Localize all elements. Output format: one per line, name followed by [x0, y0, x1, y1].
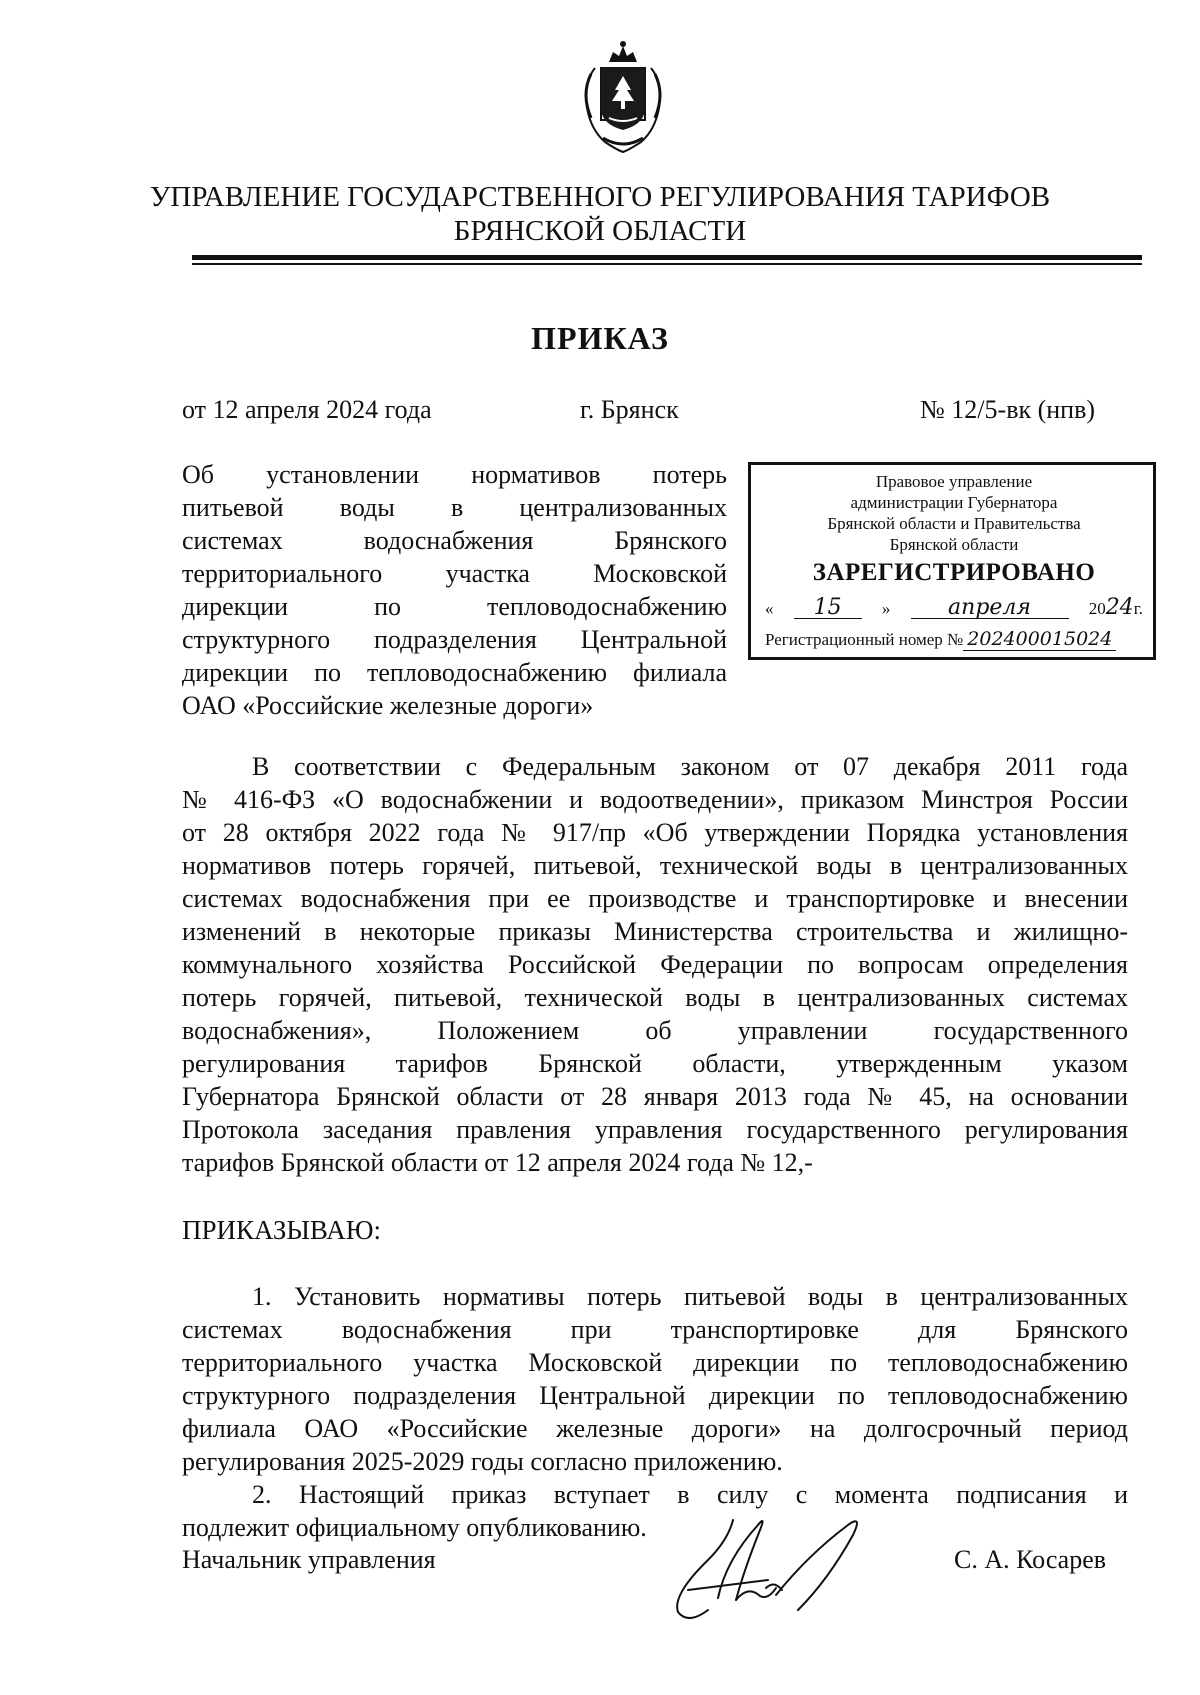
header-rule — [192, 255, 1142, 260]
agency-name-line1: УПРАВЛЕНИЕ ГОСУДАРСТВЕННОГО РЕГУЛИРОВАНИЯ ТАРИФОВ — [149, 181, 1051, 213]
item-line: 2. Настоящий приказ вступает в силу с момента подписания и — [252, 1480, 1128, 1509]
item-line: системах водоснабжения при транспортировке для Брянского — [182, 1315, 1128, 1344]
stamp-reg-number-label: Регистрационный номер № — [765, 630, 964, 649]
subject-line: дирекции по тепловодоснабжению — [182, 592, 727, 621]
subject-line: структурного подразделения Центральной — [182, 625, 727, 654]
stamp-reg-number: 202400015024 — [963, 628, 1116, 651]
stamp-year-suffix: 24 — [1105, 595, 1134, 620]
subject-line: системах водоснабжения Брянского — [182, 526, 727, 555]
subject-line: ОАО «Российские железные дороги» — [182, 691, 594, 720]
stamp-registered: ЗАРЕГИСТРИРОВАНО — [812, 559, 1096, 586]
preamble-line: от 28 октября 2022 года № 917/пр «Об утверждении Порядка установления — [182, 818, 1128, 847]
agency-name-line2: БРЯНСКОЙ ОБЛАСТИ — [453, 215, 747, 247]
document-city: г. Брянск — [580, 395, 679, 424]
order-item-1 — [182, 1280, 1128, 1478]
stamp-day: 15 — [794, 597, 862, 619]
header-rule-thin — [192, 263, 1142, 265]
subject-line: питьевой воды в централизованных — [182, 493, 727, 522]
preamble-line: регулирования тарифов Брянской области, утвержденным указом — [182, 1049, 1128, 1078]
document-subject — [182, 458, 727, 722]
order-word: ПРИКАЗЫВАЮ: — [182, 1215, 381, 1245]
document-date: от 12 апреля 2024 года — [182, 395, 432, 424]
stamp-line: Брянской области и Правительства — [827, 514, 1081, 533]
preamble-line: Губернатора Брянской области от 28 января 2013 года № 45, на основании — [182, 1082, 1128, 1111]
item-line: 1. Установить нормативы потерь питьевой воды в централизованных — [252, 1282, 1128, 1311]
stamp-year-prefix: 20 — [1088, 599, 1106, 618]
registration-stamp — [748, 462, 1156, 660]
stamp-month: апреля — [911, 597, 1069, 619]
stamp-year-end: г. — [1133, 599, 1143, 618]
preamble-line: коммунального хозяйства Российской Федерации по вопросам определения — [182, 950, 1128, 979]
preamble-line: изменений в некоторые приказы Министерства строительства и жилищно- — [182, 917, 1128, 946]
stamp-quote-open: « — [765, 599, 774, 618]
handwritten-signature — [648, 1500, 878, 1630]
stamp-quote-close: » — [881, 599, 891, 618]
preamble-line: В соответствии с Федеральным законом от 07 декабря 2011 года — [252, 752, 1128, 781]
item-line: филиала ОАО «Российские железные дороги» на долгосрочный период — [182, 1414, 1128, 1443]
preamble-line: Протокола заседания правления управления государственного регулирования — [182, 1115, 1128, 1144]
item-line: территориального участка Московской дирекции по тепловодоснабжению — [182, 1348, 1128, 1377]
preamble-line: системах водоснабжения при ее производстве и транспортировке и внесении — [182, 884, 1128, 913]
item-line: структурного подразделения Центральной дирекции по тепловодоснабжению — [182, 1381, 1128, 1410]
preamble-line: нормативов потерь горячей, питьевой, технической воды в централизованных — [182, 851, 1128, 880]
item-line: регулирования 2025-2029 годы согласно приложению. — [182, 1447, 783, 1476]
document-number: № 12/5-вк (нпв) — [920, 395, 1096, 424]
document-title: ПРИКАЗ — [531, 320, 669, 356]
preamble-line: № 416-ФЗ «О водоснабжении и водоотведении», приказом Минстроя России — [182, 785, 1128, 814]
item-line: подлежит официальному опубликованию. — [182, 1513, 647, 1542]
preamble — [182, 750, 1128, 1179]
stamp-line: администрации Губернатора — [850, 493, 1058, 512]
stamp-line: Брянской области — [889, 535, 1019, 554]
subject-line: дирекции по тепловодоснабжению филиала — [182, 658, 727, 687]
subject-line: Об установлении нормативов потерь — [182, 460, 727, 489]
signatory-position: Начальник управления — [182, 1545, 436, 1574]
preamble-line: водоснабжения», Положением об управлении государственного — [182, 1016, 1128, 1045]
stamp-reg-number-row — [765, 629, 1143, 650]
stamp-line: Правовое управление — [875, 472, 1033, 491]
signatory-name: С. А. Косарев — [954, 1545, 1107, 1574]
stamp-year — [1089, 597, 1143, 619]
preamble-line: тарифов Брянской области от 12 апреля 2024 года № 12,- — [182, 1148, 813, 1177]
coat-of-arms-icon — [573, 38, 673, 156]
stamp-date-row — [765, 589, 1143, 619]
preamble-line: потерь горячей, питьевой, технической воды в централизованных системах — [182, 983, 1128, 1012]
subject-line: территориального участка Московской — [182, 559, 727, 588]
